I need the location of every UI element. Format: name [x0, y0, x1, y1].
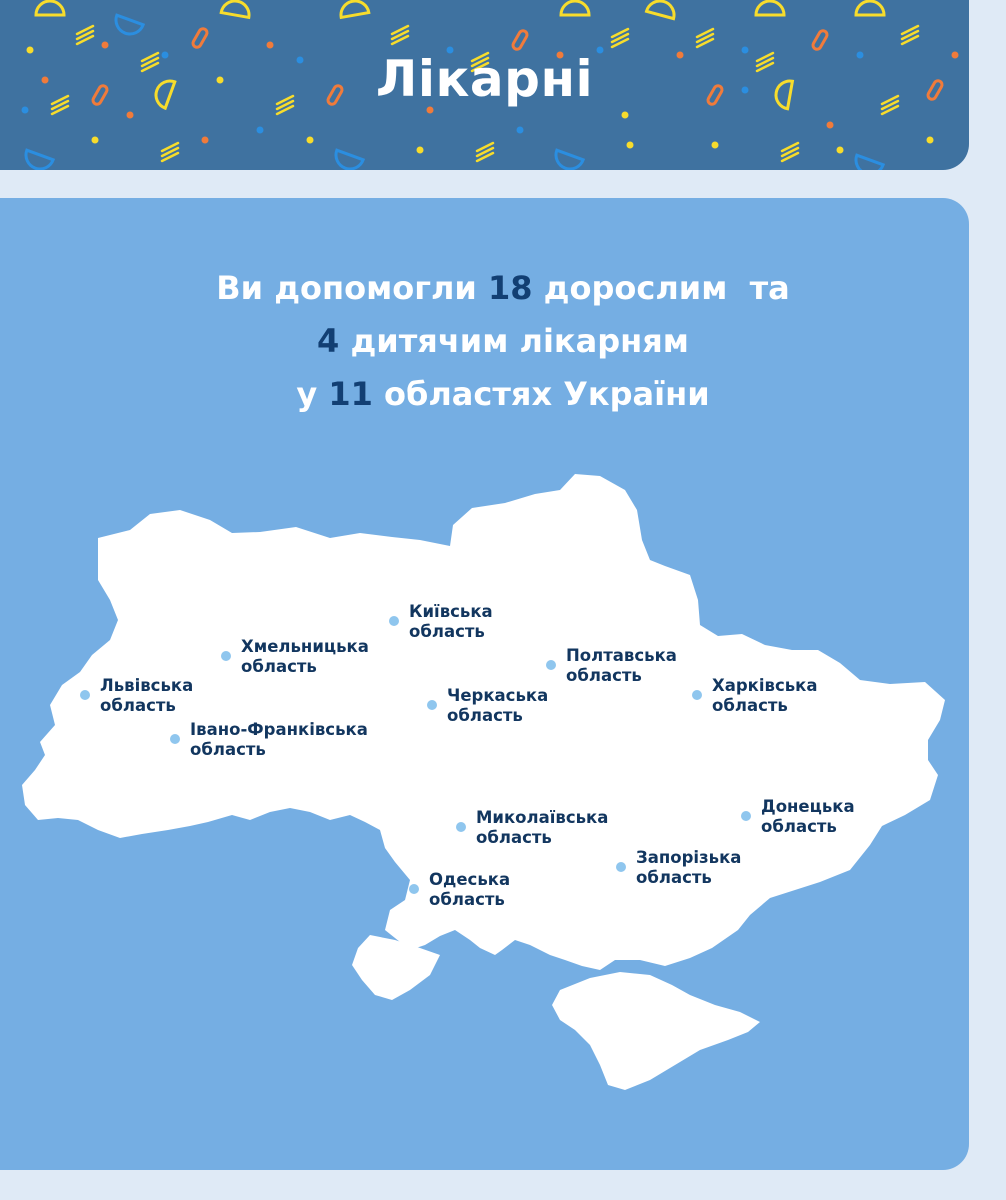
- confetti-piece: [756, 1, 784, 15]
- region-marker: [456, 808, 608, 848]
- region-label: Черкаська область: [447, 686, 549, 725]
- region-label: Полтавська область: [566, 646, 677, 685]
- region-label: Запорізька область: [636, 848, 742, 887]
- region-marker: [616, 848, 741, 888]
- stats-text-fragment: у: [296, 375, 318, 413]
- region-dot-icon: [80, 690, 90, 700]
- stats-line-1: [0, 262, 1006, 315]
- region-label: Миколаївська область: [476, 808, 609, 847]
- confetti-piece: [837, 147, 844, 154]
- region-marker: [546, 646, 677, 686]
- confetti-piece: [712, 142, 719, 149]
- region-marker: [170, 720, 368, 760]
- confetti-piece: [339, 0, 369, 17]
- region-label: Львівська область: [100, 676, 194, 715]
- confetti-piece: [517, 127, 524, 134]
- region-dot-icon: [741, 811, 751, 821]
- stats-text-fragment: Ви допомогли: [216, 269, 477, 307]
- header-banner: [0, 0, 969, 170]
- region-dot-icon: [546, 660, 556, 670]
- region-label: Одеська область: [429, 870, 511, 909]
- region-dot-icon: [692, 690, 702, 700]
- confetti-piece: [627, 142, 634, 149]
- region-dot-icon: [221, 651, 231, 661]
- region-marker: [692, 676, 818, 716]
- crimea-shape: [552, 972, 760, 1090]
- confetti-piece: [257, 127, 264, 134]
- region-marker: [221, 637, 369, 677]
- region-label: Хмельницька область: [241, 637, 369, 676]
- region-label: Івано-Франківська область: [190, 720, 368, 759]
- confetti-piece: [112, 15, 143, 38]
- odesa-coast-shape: [352, 935, 440, 1000]
- confetti-piece: [622, 112, 629, 119]
- stats-text-fragment: областях України: [384, 375, 710, 413]
- regions-count: 11: [328, 375, 373, 413]
- adult-hospitals-count: 18: [487, 269, 533, 307]
- confetti-piece: [36, 1, 64, 15]
- confetti-piece: [221, 0, 251, 17]
- confetti-piece: [512, 29, 529, 50]
- region-marker: [409, 870, 510, 910]
- region-marker: [80, 676, 193, 716]
- region-marker: [741, 797, 855, 837]
- stats-text-fragment: дитячим лікарням: [350, 322, 689, 360]
- region-dot-icon: [456, 822, 466, 832]
- confetti-piece: [127, 112, 134, 119]
- region-dot-icon: [389, 616, 399, 626]
- region-marker: [427, 686, 548, 726]
- confetti-piece: [192, 27, 209, 48]
- confetti-piece: [561, 1, 589, 15]
- confetti-piece: [827, 122, 834, 129]
- stats-line-3: [0, 368, 1006, 421]
- confetti-piece: [852, 155, 883, 170]
- confetti-piece: [102, 42, 109, 49]
- region-label: Київська область: [409, 602, 493, 641]
- confetti-piece: [417, 147, 424, 154]
- confetti-piece: [267, 42, 274, 49]
- confetti-piece: [202, 137, 209, 144]
- confetti-piece: [552, 150, 583, 170]
- confetti-piece: [646, 0, 677, 19]
- region-label: Донецька область: [761, 797, 855, 836]
- region-dot-icon: [616, 862, 626, 872]
- page-title: Лікарні: [375, 50, 594, 108]
- confetti-piece: [812, 29, 829, 50]
- region-marker: [389, 602, 493, 642]
- stats-text-fragment: дорослим та: [543, 269, 790, 307]
- stats-line-2: [0, 315, 1006, 368]
- confetti-piece: [332, 150, 363, 170]
- stats-text: [0, 262, 1006, 421]
- region-label: Харківська область: [712, 676, 818, 715]
- confetti-piece: [22, 150, 53, 170]
- confetti-piece: [92, 137, 99, 144]
- children-hospitals-count: 4: [317, 322, 340, 360]
- region-dot-icon: [427, 700, 437, 710]
- confetti-piece: [307, 137, 314, 144]
- confetti-piece: [927, 137, 934, 144]
- ukraine-map: [0, 470, 969, 1110]
- region-dot-icon: [409, 884, 419, 894]
- region-dot-icon: [170, 734, 180, 744]
- confetti-piece: [856, 1, 884, 15]
